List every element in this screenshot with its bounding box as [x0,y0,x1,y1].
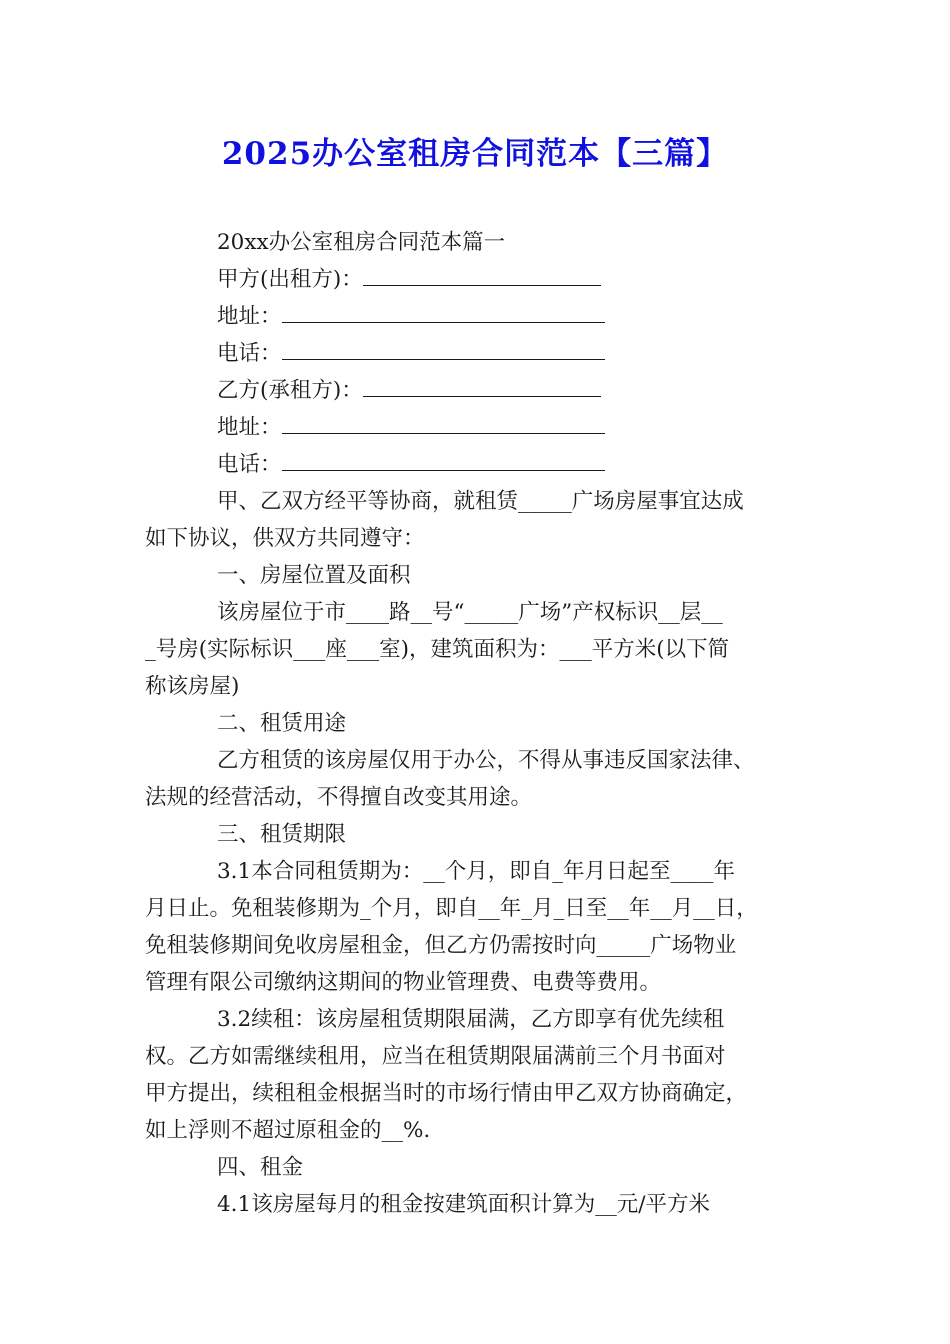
intro-line: 如下协议，供双方共同遵守： [145,526,425,551]
contract-heading: 20xx办公室租房合同范本篇一 [217,230,506,255]
clause-line: 管理有限公司缴纳这期间的物业管理费、电费等费用。 [145,970,662,995]
party-a-address-blank [282,300,605,323]
section-line: 法规的经营活动，不得擅自改变其用途。 [145,785,533,810]
clause-line: 4.1该房屋每月的租金按建筑面积计算为__元/平方米 [217,1192,710,1217]
party-a-phone-label: 电话： [217,341,282,366]
clause-line: 如上浮则不超过原租金的__%. [145,1118,431,1143]
section-line: 乙方租赁的该房屋仅用于办公，不得从事违反国家法律、 [217,748,755,773]
party-a-phone-field [145,335,810,372]
intro-line: 甲、乙双方经平等协商，就租赁_____广场房屋事宜达成 [217,489,744,514]
party-a-field [145,261,810,298]
document-body [145,224,810,1223]
section-line: 该房屋位于市____路__号“_____广场”产权标识__层__ [217,600,723,625]
party-b-address-blank [282,411,605,434]
section-title: 四、租金 [217,1155,304,1180]
section-title: 一、房屋位置及面积 [217,563,411,588]
party-a-phone-blank [282,337,605,360]
party-b-address-label: 地址： [217,415,282,440]
party-b-address-field [145,409,810,446]
party-b-blank [363,374,601,397]
section-line: 称该房屋) [145,674,240,699]
clause-line: 权。乙方如需继续租用，应当在租赁期限届满前三个月书面对 [145,1044,726,1069]
party-b-phone-label: 电话： [217,452,282,477]
section-title: 二、租赁用途 [217,711,347,736]
clause-line: 免租装修期间免收房屋租金，但乙方仍需按时向_____广场物业 [145,933,737,958]
party-b-label: 乙方(承租方)： [217,378,363,403]
party-b-field [145,372,810,409]
clause-line: 3.2续租：该房屋租赁期限届满，乙方即享有优先续租 [217,1007,725,1032]
document-title: 2025办公室租房合同范本【三篇】 [221,136,729,172]
clause-line: 月日止。免租装修期为_个月，即自__年_月_日至__年__月__日， [145,896,758,921]
party-a-label: 甲方(出租方)： [217,267,363,292]
clause-line: 3.1本合同租赁期为：__个月，即自_年月日起至____年 [217,859,735,884]
clause-line: 甲方提出，续租租金根据当时的市场行情由甲乙双方协商确定， [145,1081,748,1106]
section-title: 三、租赁期限 [217,822,347,847]
party-a-address-label: 地址： [217,304,282,329]
party-b-phone-blank [282,448,605,471]
party-a-address-field [145,298,810,335]
party-a-blank [363,263,601,286]
party-b-phone-field [145,446,810,483]
section-line: _号房(实际标识___座___室)，建筑面积为：___平方米(以下简 [145,637,730,662]
